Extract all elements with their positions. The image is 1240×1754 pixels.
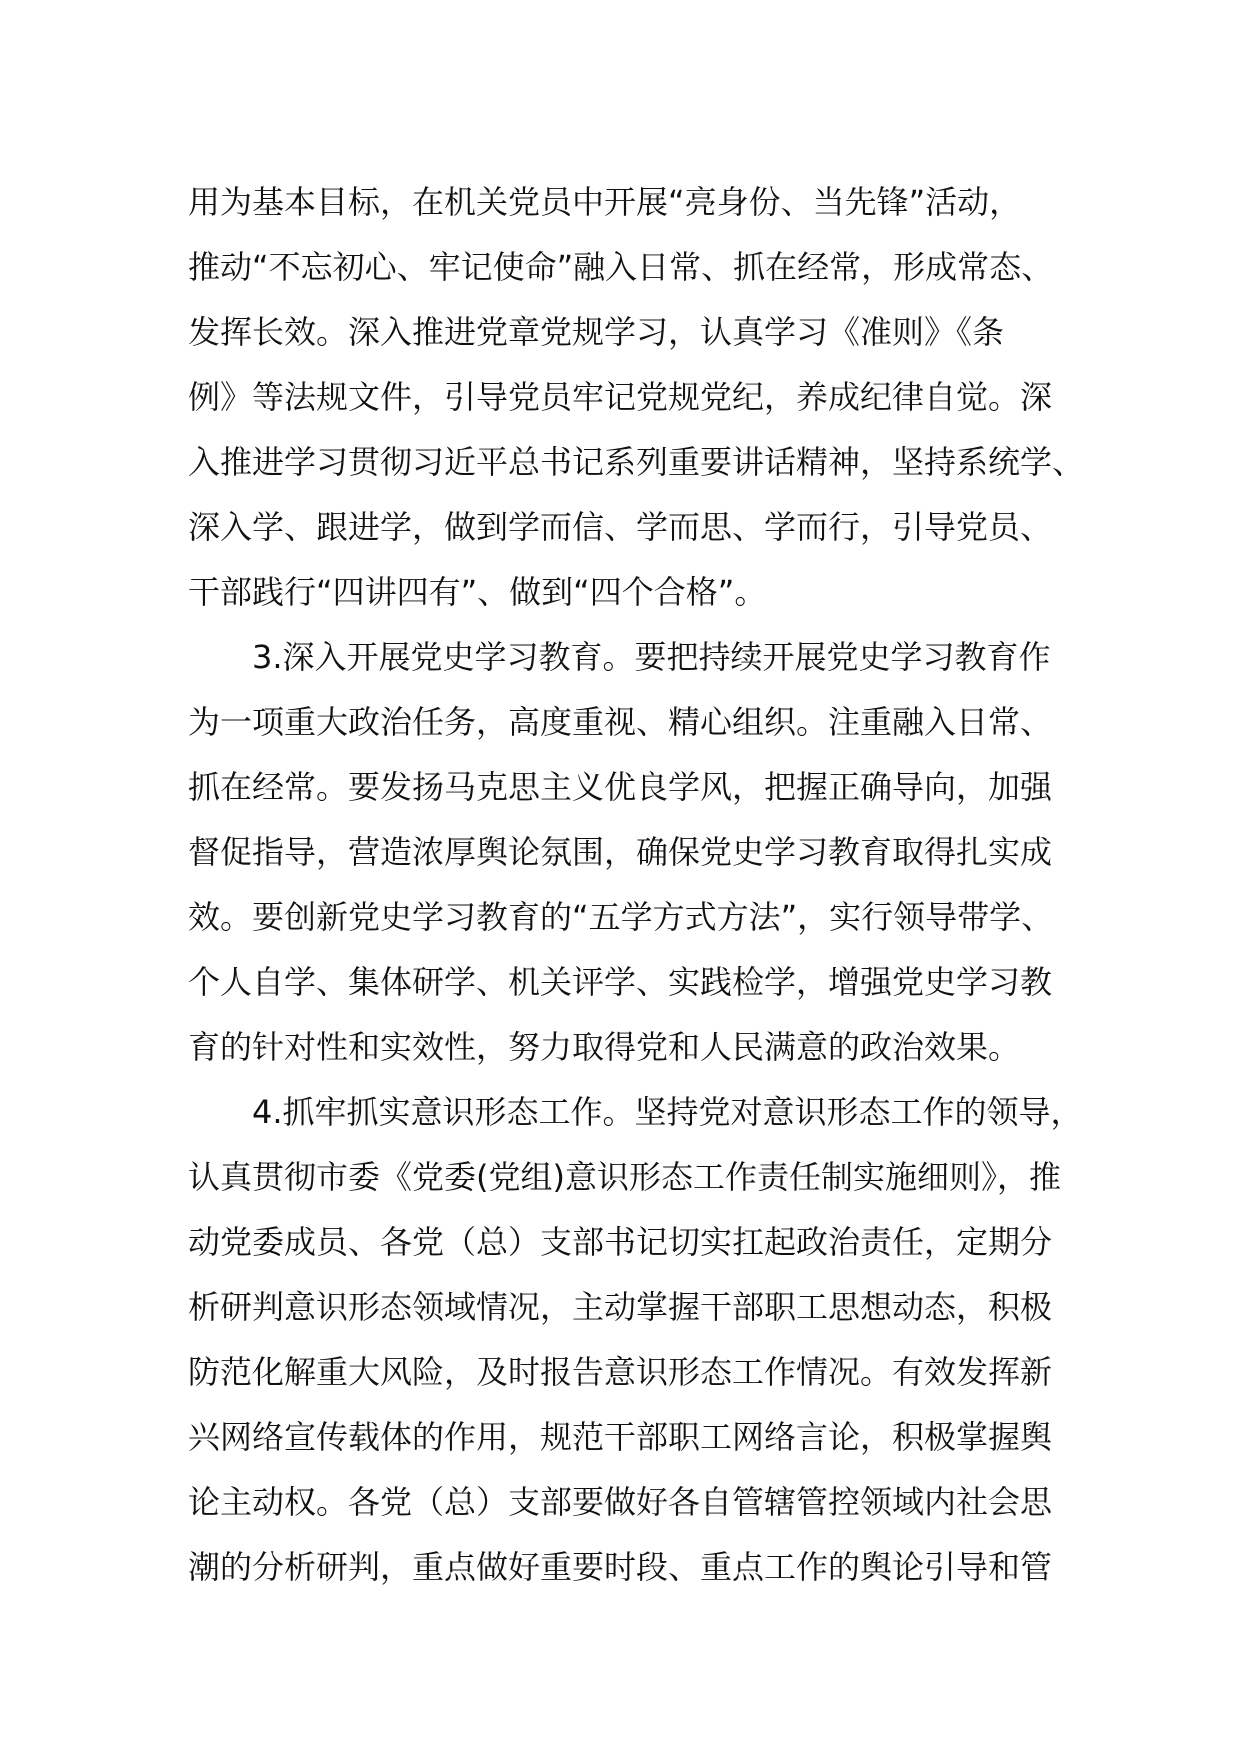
text-line: 例》等法规文件，引导党员牢记党规党纪，养成纪律自觉。深 <box>188 378 1053 416</box>
text-line: 干部践行“四讲四有”、做到“四个合格”。 <box>188 573 767 611</box>
text-line: 入推进学习贯彻习近平总书记系列重要讲话精神，坚持系统学、 <box>188 443 1085 481</box>
text-line: 认真贯彻市委《党委(党组)意识形态工作责任制实施细则》，推 <box>188 1158 1061 1196</box>
text-line: 抓在经常。要发扬马克思主义优良学风，把握正确导向，加强 <box>188 768 1053 806</box>
text-line: 用为基本目标，在机关党员中开展“亮身份、当先锋”活动， <box>188 183 1022 221</box>
text-line: 潮的分析研判，重点做好重要时段、重点工作的舆论引导和管 <box>188 1548 1053 1586</box>
text-line: 发挥长效。深入推进党章党规学习，认真学习《准则》《条 <box>188 313 1005 351</box>
text-line: 析研判意识形态领域情况，主动掌握干部职工思想动态，积极 <box>188 1288 1053 1326</box>
text-line: 效。要创新党史学习教育的“五学方式方法”，实行领导带学、 <box>188 898 1054 936</box>
text-line: 为一项重大政治任务，高度重视、精心组织。注重融入日常、 <box>188 703 1053 741</box>
text-line: 育的针对性和实效性，努力取得党和人民满意的政治效果。 <box>188 1028 1021 1066</box>
text-line: 深入学、跟进学，做到学而信、学而思、学而行，引导党员、 <box>188 508 1053 546</box>
text-line: 4.抓牢抓实意识形态工作。坚持党对意识形态工作的领导， <box>252 1093 1083 1131</box>
text-line: 3.深入开展党史学习教育。要把持续开展党史学习教育作 <box>252 638 1051 676</box>
text-line: 动党委成员、各党（总）支部书记切实扛起政治责任，定期分 <box>188 1223 1053 1261</box>
text-line: 兴网络宣传载体的作用，规范干部职工网络言论，积极掌握舆 <box>188 1418 1053 1456</box>
text-line: 督促指导，营造浓厚舆论氛围，确保党史学习教育取得扎实成 <box>188 833 1053 871</box>
text-line: 防范化解重大风险，及时报告意识形态工作情况。有效发挥新 <box>188 1353 1053 1391</box>
body-text <box>188 170 1088 1600</box>
text-line: 个人自学、集体研学、机关评学、实践检学，增强党史学习教 <box>188 963 1053 1001</box>
text-line: 论主动权。各党（总）支部要做好各自管辖管控领域内社会思 <box>188 1483 1053 1521</box>
text-line: 推动“不忘初心、牢记使命”融入日常、抓在经常，形成常态、 <box>188 248 1054 286</box>
